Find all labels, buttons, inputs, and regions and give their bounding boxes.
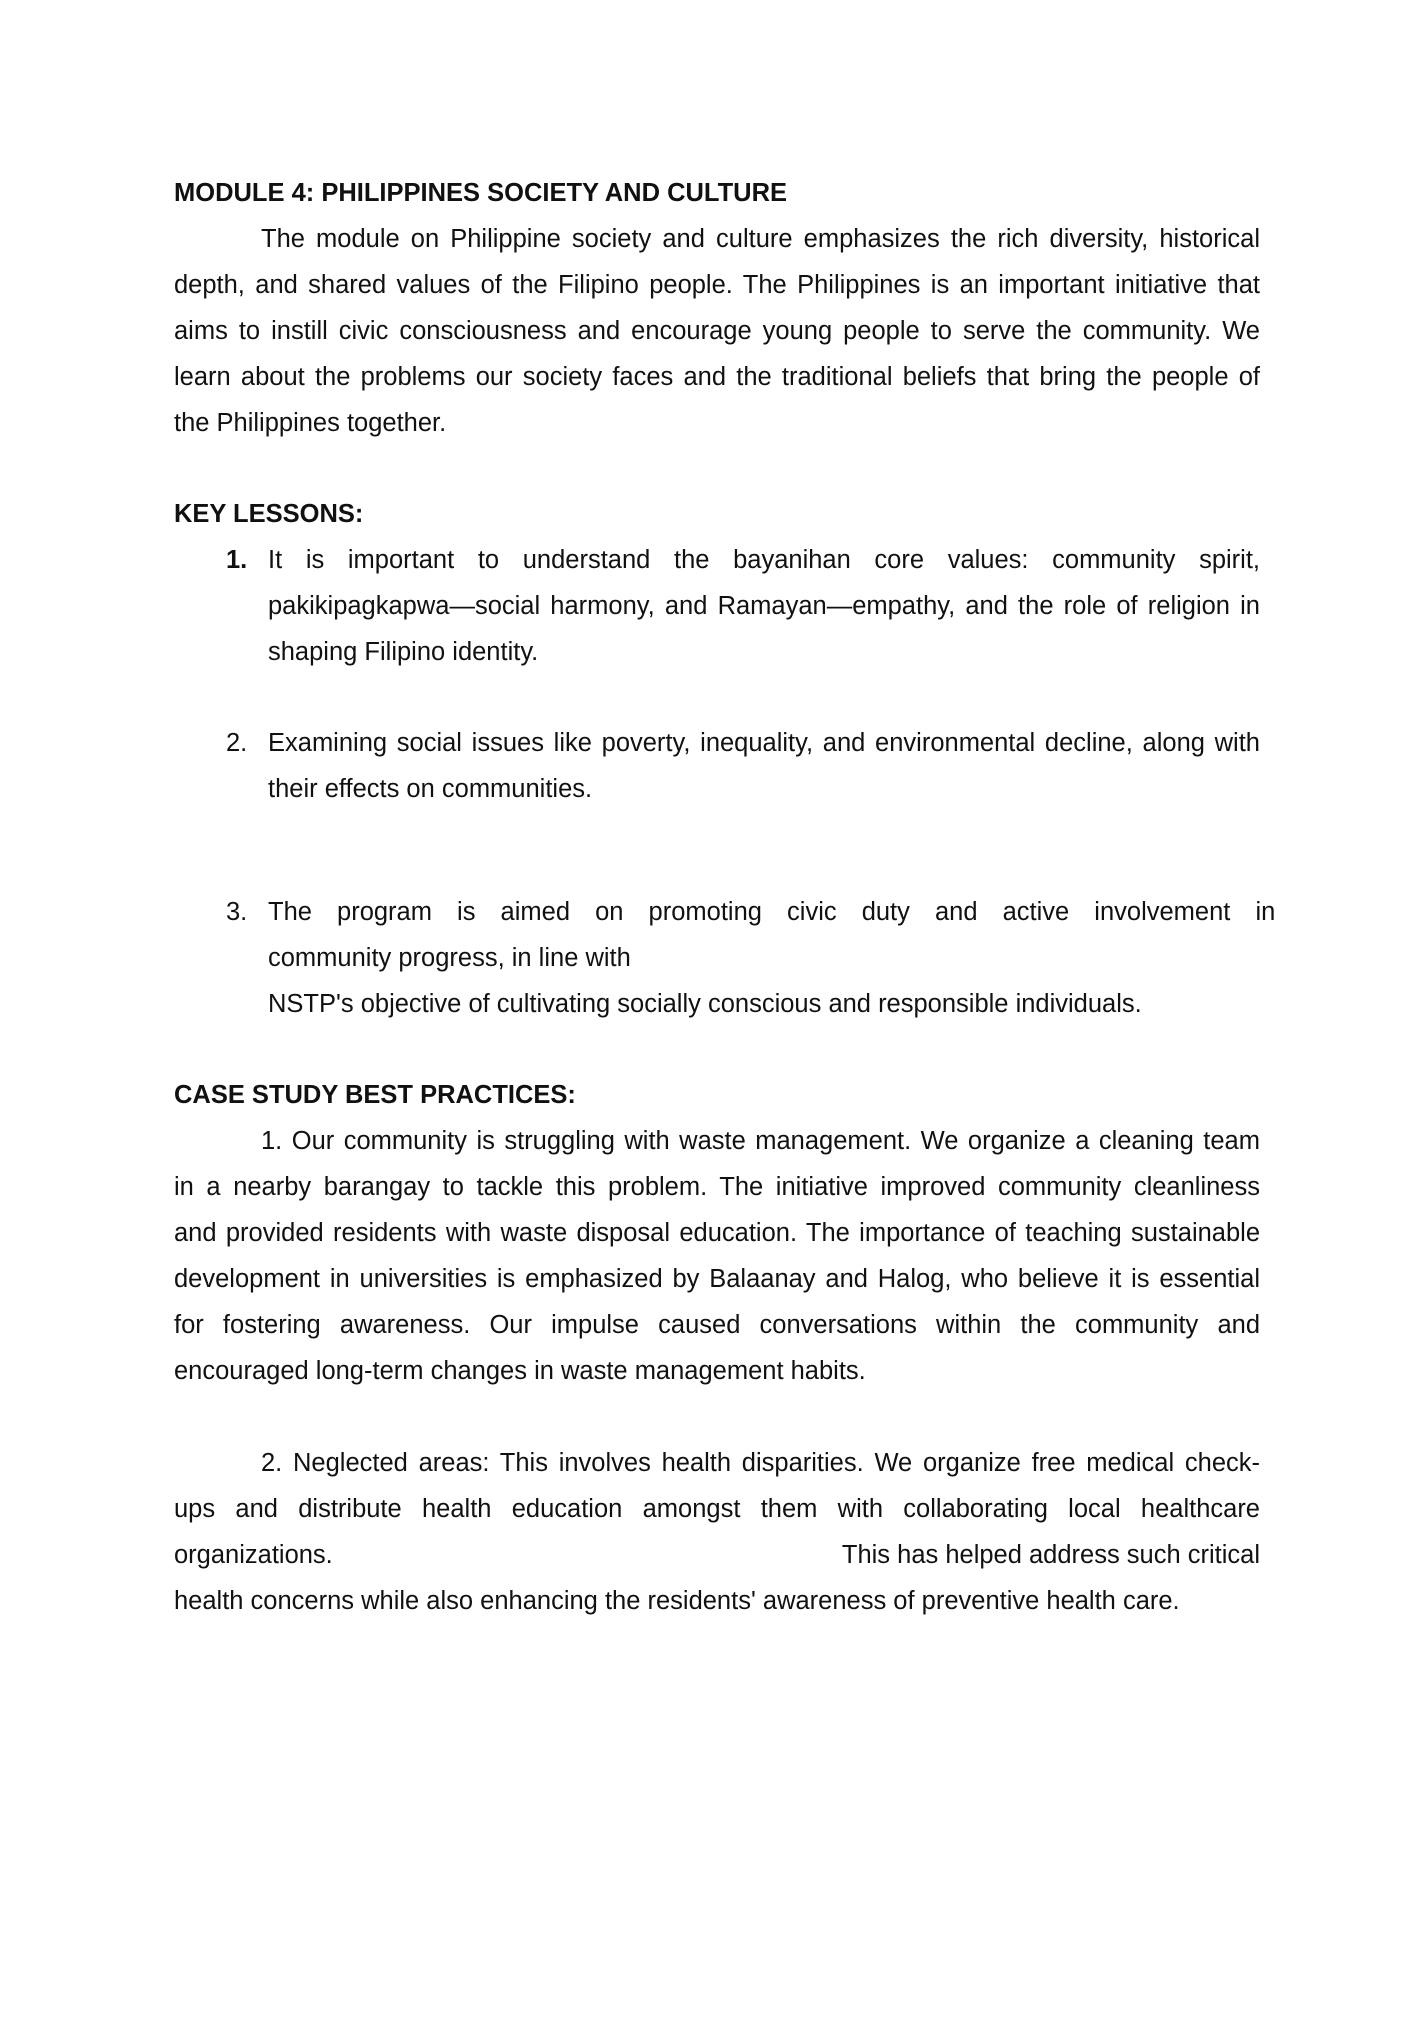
lesson-line: their effects on communities.: [268, 775, 593, 803]
intro-line: The module on Philippine society and culture emphasizes the rich diversity, historical: [261, 225, 1260, 253]
practice-line: development in universities is emphasized by Balaanay and Halog, who believe it is essential: [174, 1265, 1260, 1293]
practice-line: in a nearby barangay to tackle this problem. The initiative improved community cleanliness: [174, 1173, 1260, 1201]
practice-line: organizations.: [174, 1541, 333, 1569]
lesson-line: shaping Filipino identity.: [268, 638, 539, 666]
list-number: 3.: [226, 898, 248, 926]
lesson-line: community progress, in line with: [268, 944, 631, 972]
practice-line: and provided residents with waste disposal education. The importance of teaching sustainable: [174, 1219, 1260, 1247]
practice-line: for fostering awareness. Our impulse caused conversations within the community and: [174, 1311, 1260, 1339]
practice-line: 1. Our community is struggling with waste management. We organize a cleaning team: [261, 1127, 1260, 1155]
practice-line: encouraged long-term changes in waste management habits.: [174, 1357, 866, 1385]
key-lessons-heading: KEY LESSONS:: [174, 500, 364, 528]
lesson-line: Examining social issues like poverty, inequality, and environmental decline, along with: [268, 729, 1260, 757]
intro-line: aims to instill civic consciousness and encourage young people to serve the community. We: [174, 317, 1260, 345]
practice-line: ups and distribute health education amongst them with collaborating local healthcare: [174, 1495, 1260, 1523]
lesson-line: The program is aimed on promoting civic duty and active involvement in: [268, 898, 1276, 926]
practice-line: This has helped address such critical: [841, 1541, 1260, 1569]
list-number: 2.: [226, 729, 248, 757]
list-number: 1.: [226, 546, 248, 574]
lesson-line: NSTP's objective of cultivating socially conscious and responsible individuals.: [268, 990, 1142, 1018]
practice-line: health concerns while also enhancing the residents' awareness of preventive health care.: [174, 1587, 1180, 1615]
lesson-line: It is important to understand the bayanihan core values: community spirit,: [268, 546, 1260, 574]
document-title: MODULE 4: PHILIPPINES SOCIETY AND CULTURE: [174, 179, 787, 207]
intro-line: depth, and shared values of the Filipino people. The Philippines is an important initiative that: [174, 271, 1260, 299]
practice-line: 2. Neglected areas: This involves health disparities. We organize free medical check-: [261, 1449, 1260, 1477]
case-study-heading: CASE STUDY BEST PRACTICES:: [174, 1081, 576, 1109]
intro-line: the Philippines together.: [174, 409, 447, 437]
intro-line: learn about the problems our society faces and the traditional beliefs that bring the people of: [174, 363, 1260, 391]
lesson-line: pakikipagkapwa—social harmony, and Ramayan—empathy, and the role of religion in: [268, 592, 1260, 620]
